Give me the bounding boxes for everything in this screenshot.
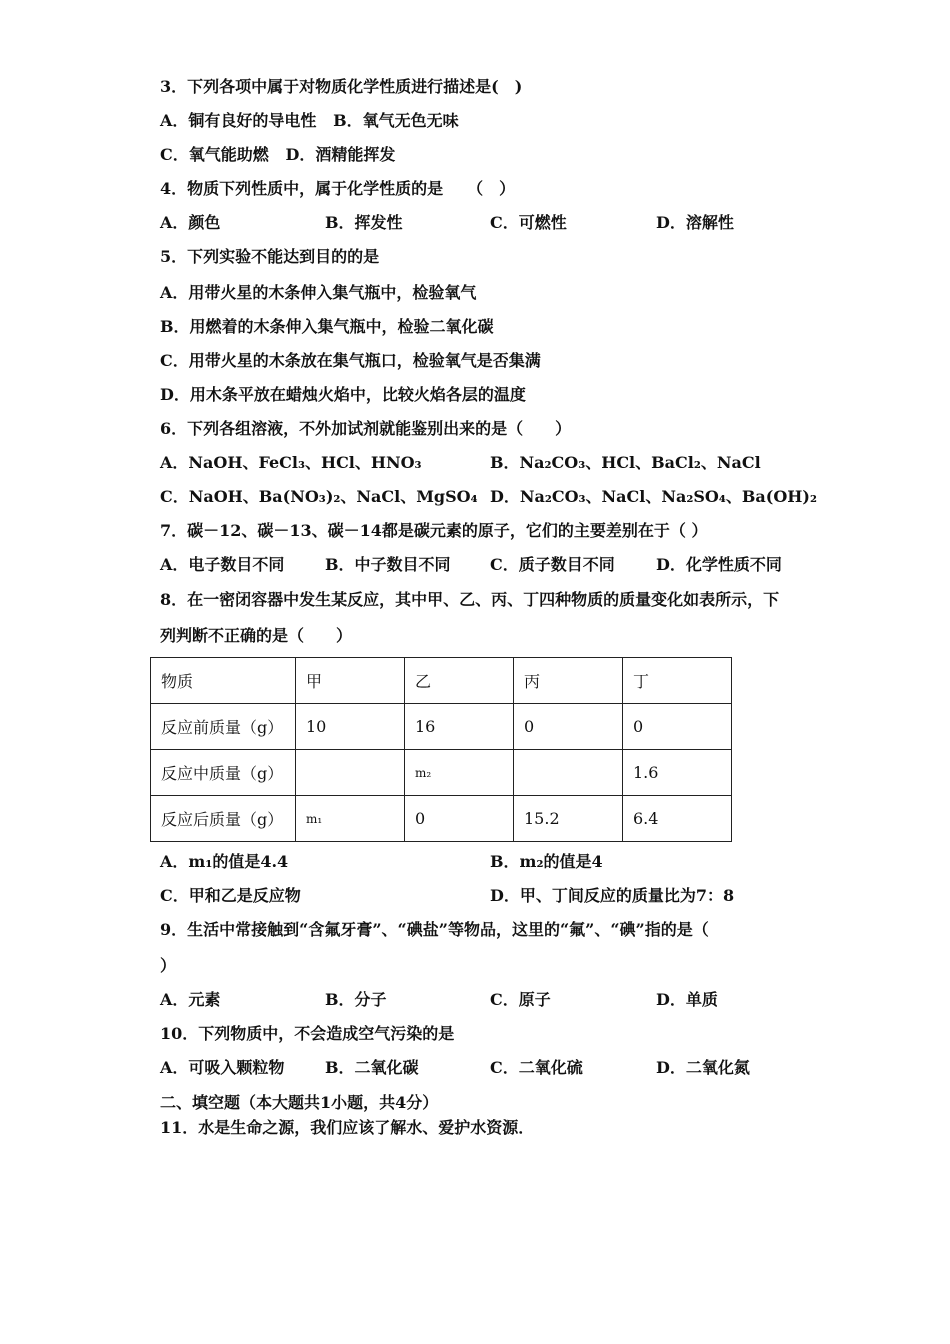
q4-options	[160, 213, 800, 233]
q7-stem: 7．碳－12、碳－13、碳－14都是碳元素的原子，它们的主要差别在于（ ）	[160, 521, 708, 540]
table-cell: 0	[623, 704, 732, 750]
q3-option-b: B．氧气无色无味	[333, 111, 459, 130]
q8-stem-line2: 列判断不正确的是（ ）	[160, 626, 353, 645]
table-header-cell: 甲	[296, 658, 405, 704]
q9-option-a: A．元素	[160, 990, 221, 1009]
q8-options-ab	[160, 852, 800, 872]
table-cell: 0	[514, 704, 623, 750]
q3-option-a: A．铜有良好的导电性	[160, 111, 317, 130]
q10-option-d: D．二氧化氮	[656, 1058, 750, 1077]
table-cell: 6.4	[623, 796, 732, 842]
table-row	[151, 796, 732, 842]
q6-option-a: A．NaOH、FeCl₃、HCl、HNO₃	[160, 453, 422, 472]
q7-option-b: B．中子数目不同	[325, 555, 451, 574]
q3-option-c: C．氧气能助燃	[160, 145, 269, 164]
q10-option-b: B．二氧化碳	[325, 1058, 419, 1077]
q9-option-b: B．分子	[325, 990, 387, 1009]
q6-options-ab	[160, 453, 800, 473]
q9-stem-line1: 9．生活中常接触到“含氟牙膏”、“碘盐”等物品，这里的“氟”、“碘”指的是（	[160, 920, 709, 939]
q7-option-a: A．电子数目不同	[160, 555, 285, 574]
table-cell: 反应中质量（g）	[151, 750, 296, 796]
q6-stem: 6．下列各组溶液，不外加试剂就能鉴别出来的是（ ）	[160, 419, 572, 438]
q8-stem-line1: 8．在一密闭容器中发生某反应，其中甲、乙、丙、丁四种物质的质量变化如表所示，下	[160, 590, 780, 609]
q7-option-d: D．化学性质不同	[656, 555, 782, 574]
table-cell: m₂	[405, 750, 514, 796]
q6-option-d: D．Na₂CO₃、NaCl、Na₂SO₄、Ba(OH)₂	[490, 487, 817, 506]
table-cell	[514, 750, 623, 796]
table-cell: m₁	[296, 796, 405, 842]
q10-option-a: A．可吸入颗粒物	[160, 1058, 285, 1077]
q9-stem-line2: ）	[160, 956, 177, 975]
q3-stem: 3．下列各项中属于对物质化学性质进行描述是( )	[160, 77, 523, 96]
q8-option-b: B．m₂的值是4	[490, 852, 603, 871]
q5-option-c: C．用带火星的木条放在集气瓶口，检验氧气是否集满	[160, 351, 541, 370]
q8-option-a: A．m₁的值是4.4	[160, 852, 289, 871]
q4-option-a: A．颜色	[160, 213, 221, 232]
table-cell: 10	[296, 704, 405, 750]
table-cell: 16	[405, 704, 514, 750]
q4-option-c: C．可燃性	[490, 213, 567, 232]
q3-option-d: D．酒精能挥发	[285, 145, 396, 164]
q7-option-c: C．质子数目不同	[490, 555, 615, 574]
table-row	[151, 750, 732, 796]
q11-stem: 11．水是生命之源，我们应该了解水、爱护水资源．	[160, 1118, 535, 1137]
q9-option-d: D．单质	[656, 990, 718, 1009]
q4-option-d: D．溶解性	[656, 213, 734, 232]
q7-options	[160, 555, 800, 575]
q9-options	[160, 990, 800, 1010]
q5-stem: 5．下列实验不能达到目的的是	[160, 247, 380, 266]
table-row	[151, 704, 732, 750]
section-heading: 二、填空题（本大题共1小题，共4分）	[160, 1093, 439, 1112]
table-cell	[296, 750, 405, 796]
q8-options-cd	[160, 886, 800, 906]
q8-option-c: C．甲和乙是反应物	[160, 886, 301, 905]
q10-options	[160, 1058, 800, 1078]
table-header-cell: 丙	[514, 658, 623, 704]
table-header-cell: 物质	[151, 658, 296, 704]
q3-options-ab	[160, 111, 459, 131]
q10-stem: 10．下列物质中，不会造成空气污染的是	[160, 1024, 455, 1043]
table-cell: 反应后质量（g）	[151, 796, 296, 842]
q5-option-a: A．用带火星的木条伸入集气瓶中，检验氧气	[160, 283, 477, 302]
table-cell: 反应前质量（g）	[151, 704, 296, 750]
q10-option-c: C．二氧化硫	[490, 1058, 583, 1077]
q5-option-b: B．用燃着的木条伸入集气瓶中，检验二氧化碳	[160, 317, 494, 336]
mass-change-table	[150, 657, 732, 842]
q3-options-cd	[160, 145, 395, 165]
q8-option-d: D．甲、丁间反应的质量比为7：8	[490, 886, 735, 905]
table-cell: 1.6	[623, 750, 732, 796]
table-header-row	[151, 658, 732, 704]
table-header-cell: 乙	[405, 658, 514, 704]
q9-option-c: C．原子	[490, 990, 551, 1009]
table-header-cell: 丁	[623, 658, 732, 704]
q6-option-c: C．NaOH、Ba(NO₃)₂、NaCl、MgSO₄	[160, 487, 478, 506]
q5-option-d: D．用木条平放在蜡烛火焰中，比较火焰各层的温度	[160, 385, 526, 404]
q4-option-b: B．挥发性	[325, 213, 403, 232]
q6-option-b: B．Na₂CO₃、HCl、BaCl₂、NaCl	[490, 453, 761, 472]
q4-stem: 4．物质下列性质中，属于化学性质的是 （ ）	[160, 179, 516, 198]
q6-options-cd	[160, 487, 817, 507]
table-cell: 15.2	[514, 796, 623, 842]
table-cell: 0	[405, 796, 514, 842]
